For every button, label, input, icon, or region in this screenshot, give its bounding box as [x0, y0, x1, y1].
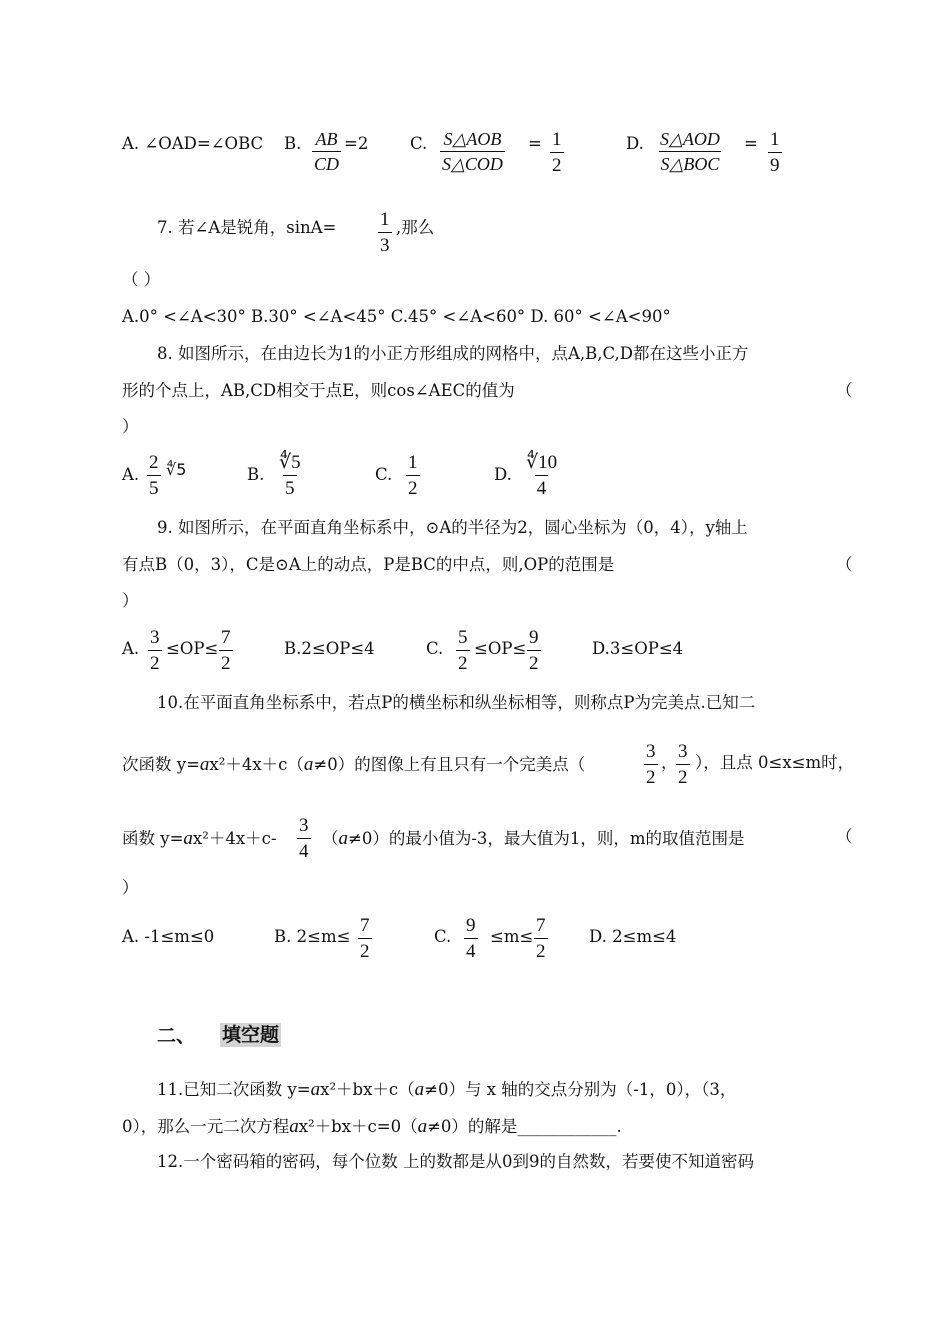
q9-option-b: B.2≤OP≤4 — [284, 639, 375, 658]
q6-option-d-fraction — [658, 130, 722, 173]
q6-c-denominator: S△COD — [440, 151, 505, 173]
q9-stem-line-1: 9. 如图所示，在平面直角坐标系中，⊙A的半径为2，圆心坐标为（0，4），y轴上 — [157, 518, 748, 537]
q10-l2-b-italic: a — [303, 754, 314, 775]
q10-option-a: A. -1≤m≤0 — [122, 927, 215, 946]
section-2-title-text: 填空题 — [222, 1024, 280, 1046]
q11-stem-line-2 — [122, 1117, 622, 1136]
q10-c-lower-numerator: 9 — [466, 915, 476, 936]
q12-stem-line-1: 12.一个密码箱的密码，每个位数 上的数都是从0到9的自然数，若要使不知道密码 — [157, 1152, 754, 1171]
q9-paren-close: ） — [122, 591, 139, 610]
q8-a-denominator: 5 — [147, 475, 161, 498]
q10-l2-c: ≠0）的图像上有且只有一个完美点（ — [313, 755, 586, 774]
q8-paren-close: ） — [122, 417, 139, 436]
q8-option-c-label: C. — [375, 465, 393, 484]
q7-stem: 7. 若∠A是锐角，sinA= — [157, 218, 337, 237]
q8-option-d-fraction — [524, 453, 559, 498]
q11-l2-c: ≠0）的解是 — [427, 1117, 518, 1136]
q7-fraction-denominator: 3 — [378, 232, 392, 255]
q8-d-numerator: ∜10 — [526, 452, 558, 473]
q6-option-d-value — [768, 130, 782, 175]
q9-a-upper-denominator: 2 — [219, 650, 233, 673]
q10-option-c-lower-fraction — [464, 916, 478, 961]
q10-option-c-upper-fraction — [534, 916, 548, 961]
q9-a-lower-denominator: 2 — [148, 650, 162, 673]
q10-l3-d: ≠0）的最小值为-3，最大值为1，则，m的取值范围是 — [348, 829, 745, 848]
q8-option-c-fraction — [406, 453, 420, 498]
q10-c-upper-numerator: 7 — [536, 915, 546, 936]
q10-option-b-label: B. 2≤m≤ — [274, 927, 351, 946]
q6-b-denominator: CD — [312, 151, 341, 173]
q10-constant-denominator: 4 — [297, 838, 311, 861]
q11-l2-a: 0），那么一元二次方程 — [122, 1117, 290, 1136]
q10-paren-open: （ — [836, 827, 853, 846]
q8-option-a-label: A. — [122, 465, 140, 484]
q10-point-y-denominator: 2 — [676, 764, 690, 787]
q9-option-c-label: C. — [426, 639, 444, 658]
q9-c-upper-numerator: 9 — [529, 627, 539, 648]
q8-stem-line-1: 8. 如图所示，在由边长为1的小正方形组成的网格中，点A,B,C,D都在这些小正方 — [157, 344, 749, 363]
q8-d-denominator: 4 — [535, 475, 549, 498]
q11-answer-blank[interactable]: ____________ — [517, 1117, 617, 1136]
q7-stem-end: ,那么 — [396, 218, 435, 237]
q11-l1-c: ≠0）与 x 轴的交点分别为（-1，0），（3， — [424, 1080, 737, 1099]
q10-b-denominator: 2 — [358, 938, 372, 961]
q6-d-value-numerator: 1 — [770, 129, 780, 150]
q8-stem-line-2: 形的个点上，AB,CD相交于点E，则cos∠AEC的值为 — [122, 381, 515, 400]
q10-stem-line-1: 10.在平面直角坐标系中，若点P的横坐标和纵坐标相等，则称点P为完美点.已知二 — [157, 693, 756, 712]
q8-b-numerator: ∜5 — [279, 452, 301, 473]
q10-l3-c-italic: a — [338, 828, 348, 849]
q9-c-lower-denominator: 2 — [456, 650, 470, 673]
q11-l1-a: 11.已知二次函数 y= — [157, 1080, 311, 1099]
q8-c-numerator: 1 — [408, 452, 418, 473]
q7-answer-parentheses: （ ） — [122, 270, 161, 289]
q9-option-c-middle: ≤OP≤ — [474, 639, 527, 658]
section-2-title — [220, 1026, 281, 1045]
q6-d-denominator: S△BOC — [659, 151, 722, 173]
q11-l2-b: x²＋bx＋c=0（ — [298, 1117, 418, 1136]
q6-d-numerator: S△AOD — [660, 129, 720, 149]
q9-option-a-lower-fraction — [148, 628, 162, 673]
q8-a-numerator: 2 — [149, 452, 159, 473]
q8-option-b-label: B. — [247, 465, 265, 484]
q9-option-c-lower-fraction — [456, 628, 470, 673]
q9-paren-open: （ — [836, 555, 853, 574]
q6-option-c-value — [550, 130, 564, 175]
q9-option-a-upper-fraction — [219, 628, 233, 673]
q6-option-c-equals: = — [528, 134, 542, 153]
q10-c-lower-denominator: 4 — [464, 938, 478, 961]
q6-option-a: A. ∠OAD=∠OBC — [122, 134, 264, 153]
q7-fraction-numerator: 1 — [380, 209, 390, 230]
q9-option-d: D.3≤OP≤4 — [592, 639, 684, 658]
q10-paren-close: ） — [122, 878, 139, 897]
q10-l3-b: x²＋4x＋c- — [192, 829, 277, 848]
q6-c-value-numerator: 1 — [552, 129, 562, 150]
q10-stem-line-2-end: ），且点 0≤x≤m时， — [695, 753, 855, 772]
q9-a-lower-numerator: 3 — [150, 627, 160, 648]
q10-c-upper-denominator: 2 — [534, 938, 548, 961]
q9-option-c-upper-fraction — [527, 628, 541, 673]
q8-b-denominator: 5 — [283, 475, 297, 498]
q8-option-b-fraction — [277, 453, 303, 498]
q10-stem-line-3-start — [122, 829, 276, 848]
q6-option-b-fraction — [312, 130, 341, 173]
section-2-number: 二、 — [157, 1025, 196, 1047]
q6-c-value-denominator: 2 — [550, 152, 564, 175]
q9-option-a-label: A. — [122, 639, 140, 658]
q10-option-c-middle: ≤m≤ — [490, 927, 534, 946]
q8-c-denominator: 2 — [406, 475, 420, 498]
q9-a-upper-numerator: 7 — [221, 627, 231, 648]
q9-option-a-middle: ≤OP≤ — [166, 639, 219, 658]
q6-option-b-value: =2 — [344, 134, 369, 153]
q11-l1-b-italic: a — [414, 1079, 425, 1100]
q7-fraction — [378, 210, 392, 255]
q11-l1-a-italic: a — [310, 1079, 321, 1100]
q10-point-x-numerator: 3 — [646, 741, 656, 762]
q6-c-numerator: S△AOB — [443, 129, 502, 149]
q10-b-numerator: 7 — [360, 915, 370, 936]
q9-c-lower-numerator: 5 — [458, 627, 468, 648]
q10-stem-line-3-end — [322, 829, 745, 848]
q6-d-value-denominator: 9 — [768, 152, 782, 175]
q7-options: A.0° <∠A<30° B.30° <∠A<45° C.45° <∠A<60° D. 60° <∠A<90° — [122, 307, 671, 326]
q10-point-y-numerator: 3 — [678, 741, 688, 762]
q6-option-d-label: D. — [626, 134, 644, 153]
q10-constant-numerator: 3 — [299, 815, 309, 836]
q10-point-comma: ， — [661, 753, 678, 772]
q6-b-numerator: AB — [315, 129, 338, 149]
q10-option-c-label: C. — [434, 927, 452, 946]
q11-l2-a-italic: a — [289, 1116, 299, 1137]
q10-l2-a-italic: a — [199, 754, 210, 775]
q8-option-a-fraction — [147, 453, 161, 498]
q6-option-b-label: B. — [284, 134, 302, 153]
q10-option-d: D. 2≤m≤4 — [589, 927, 677, 946]
q10-l2-a: 次函数 y= — [122, 755, 200, 774]
q6-option-c-fraction — [440, 130, 505, 173]
q6-option-c-label: C. — [410, 134, 428, 153]
q8-option-d-label: D. — [494, 465, 512, 484]
q10-stem-line-2 — [122, 755, 585, 774]
q10-l3-c: （ — [322, 829, 339, 848]
q11-l1-b: x²＋bx＋c（ — [320, 1080, 415, 1099]
q10-constant-fraction — [297, 816, 311, 861]
q10-option-b-fraction — [358, 916, 372, 961]
q6-option-d-equals: = — [744, 134, 758, 153]
q10-l2-b: x²＋4x＋c（ — [209, 755, 304, 774]
q9-c-upper-denominator: 2 — [527, 650, 541, 673]
q10-l3-a-italic: a — [183, 828, 193, 849]
q8-option-a-radical: ∜5 — [166, 460, 187, 479]
q10-point-x-fraction — [644, 742, 658, 787]
q10-l3-a: 函数 y= — [122, 829, 184, 848]
q11-l2-end: . — [616, 1117, 622, 1136]
q11-l2-b-italic: a — [417, 1116, 428, 1137]
q9-stem-line-2: 有点B（0，3），C是⊙A上的动点，P是BC的中点，则,OP的范围是 — [122, 555, 615, 574]
q8-paren-open: （ — [836, 381, 853, 400]
q10-point-x-denominator: 2 — [644, 764, 658, 787]
q11-stem-line-1 — [157, 1080, 736, 1099]
q10-point-y-fraction — [676, 742, 690, 787]
